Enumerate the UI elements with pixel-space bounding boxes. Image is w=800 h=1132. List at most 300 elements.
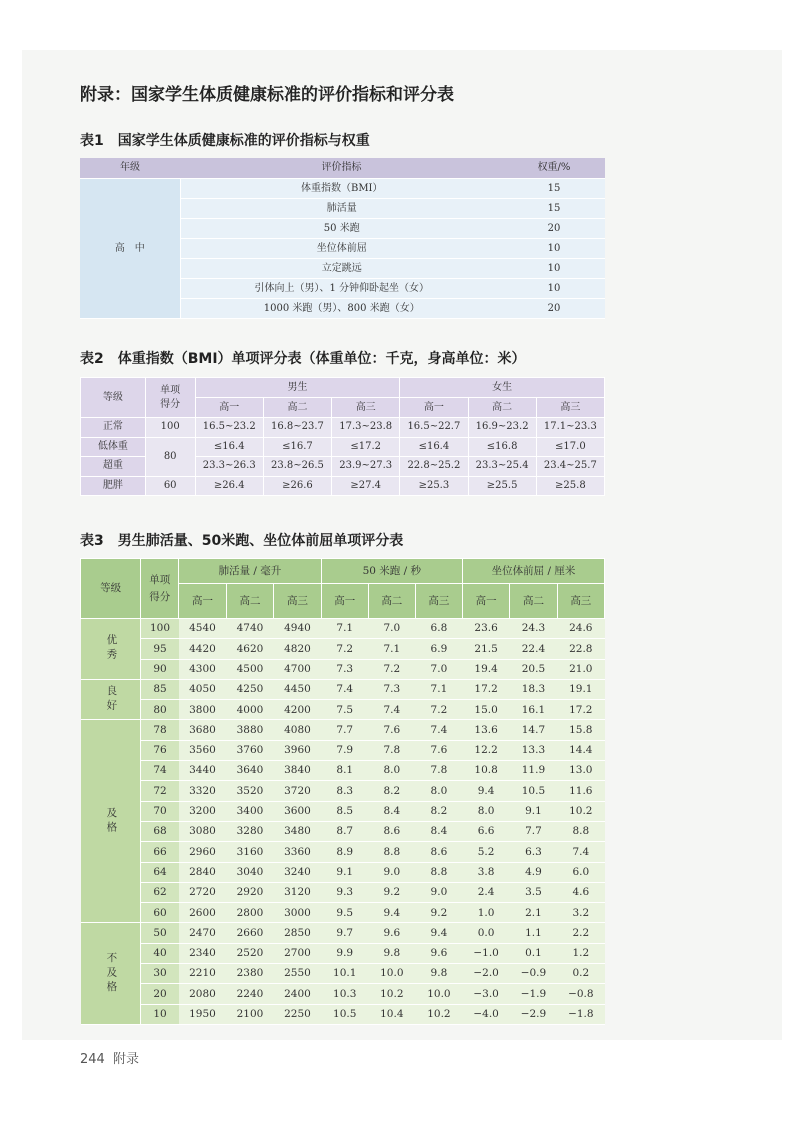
t3-row bbox=[81, 781, 605, 801]
t3-cell: 7.6 bbox=[368, 720, 415, 740]
t1-header-grade: 年级 bbox=[80, 158, 180, 179]
t3-score: 40 bbox=[141, 943, 179, 963]
t1-weight: 20 bbox=[503, 299, 605, 319]
t2-header-score: 单项得分 bbox=[145, 378, 195, 418]
t3-cell: 14.7 bbox=[510, 720, 557, 740]
t3-cell: 10.2 bbox=[557, 801, 604, 821]
t2-score: 60 bbox=[145, 476, 195, 496]
t1-weight: 10 bbox=[503, 279, 605, 299]
t1-header-indicator: 评价指标 bbox=[180, 158, 503, 179]
t3-cell: 17.2 bbox=[462, 679, 509, 699]
t3-cell: 4740 bbox=[226, 619, 274, 639]
t3-cell: 4620 bbox=[226, 639, 274, 659]
t3-cell: 24.6 bbox=[557, 619, 604, 639]
t3-score: 72 bbox=[141, 781, 179, 801]
t3-level-cell: 优秀 bbox=[81, 619, 141, 680]
t3-cell: 7.4 bbox=[415, 720, 462, 740]
t3-score: 95 bbox=[141, 639, 179, 659]
t2-cell: ≥25.8 bbox=[536, 476, 604, 496]
t3-cell: 3.2 bbox=[557, 903, 604, 923]
t3-score: 70 bbox=[141, 801, 179, 821]
t1-weight: 10 bbox=[503, 239, 605, 259]
t3-cell: 3960 bbox=[274, 740, 322, 760]
t3-cell: 3480 bbox=[274, 821, 322, 841]
t3-score: 85 bbox=[141, 679, 179, 699]
t3-cell: 7.0 bbox=[415, 659, 462, 679]
t3-cell: 3200 bbox=[179, 801, 227, 821]
t2-cell: ≤17.0 bbox=[536, 437, 604, 457]
t3-cell: 7.5 bbox=[321, 700, 368, 720]
t3-cell: 8.3 bbox=[321, 781, 368, 801]
t3-cell: 9.0 bbox=[368, 862, 415, 882]
t3-cell: 7.2 bbox=[415, 700, 462, 720]
t3-header-grade: 高一 bbox=[179, 584, 227, 619]
t3-cell: 9.0 bbox=[415, 882, 462, 902]
t1-weight: 10 bbox=[503, 259, 605, 279]
t1-weight: 20 bbox=[503, 219, 605, 239]
t3-cell: 1.0 bbox=[462, 903, 509, 923]
t3-cell: 9.2 bbox=[368, 882, 415, 902]
t3-cell: 4820 bbox=[274, 639, 322, 659]
t3-cell: 10.2 bbox=[368, 984, 415, 1004]
t3-cell: 9.6 bbox=[415, 943, 462, 963]
t3-cell: 9.9 bbox=[321, 943, 368, 963]
t3-cell: 8.4 bbox=[368, 801, 415, 821]
t2-cell: 16.5~23.2 bbox=[195, 418, 263, 438]
t3-cell: 2240 bbox=[226, 984, 274, 1004]
t1-grade-cell: 高 中 bbox=[80, 179, 180, 319]
t3-cell: 9.4 bbox=[368, 903, 415, 923]
t3-cell: 7.3 bbox=[368, 679, 415, 699]
t3-cell: 9.5 bbox=[321, 903, 368, 923]
t3-score: 62 bbox=[141, 882, 179, 902]
t2-score: 100 bbox=[145, 418, 195, 438]
t3-cell: 9.4 bbox=[462, 781, 509, 801]
t3-cell: 9.2 bbox=[415, 903, 462, 923]
t3-cell: 2.2 bbox=[557, 923, 604, 943]
t2-cell: ≤16.8 bbox=[468, 437, 536, 457]
t3-cell: 3.5 bbox=[510, 882, 557, 902]
t3-cell: 4300 bbox=[179, 659, 227, 679]
t2-cell: 16.9~23.2 bbox=[468, 418, 536, 438]
t3-header-score: 单项得分 bbox=[141, 559, 179, 619]
t3-cell: 3000 bbox=[274, 903, 322, 923]
t3-cell: 13.0 bbox=[557, 761, 604, 781]
t2-cell: ≥25.5 bbox=[468, 476, 536, 496]
table3-caption: 表3 男生肺活量、50米跑、坐位体前屈单项评分表 bbox=[80, 533, 404, 549]
t3-cell: 7.1 bbox=[321, 619, 368, 639]
table1 bbox=[80, 158, 605, 319]
t3-cell: −1.8 bbox=[557, 1004, 604, 1024]
t3-cell: 4.6 bbox=[557, 882, 604, 902]
t3-cell: 3160 bbox=[226, 842, 274, 862]
t3-cell: 10.1 bbox=[321, 964, 368, 984]
t3-cell: 7.7 bbox=[321, 720, 368, 740]
t3-cell: 7.7 bbox=[510, 821, 557, 841]
t3-level-cell: 不及格 bbox=[81, 923, 141, 1024]
t3-cell: 3360 bbox=[274, 842, 322, 862]
t3-score: 100 bbox=[141, 619, 179, 639]
t3-row bbox=[81, 801, 605, 821]
t3-cell: 10.8 bbox=[462, 761, 509, 781]
t3-cell: 8.0 bbox=[368, 761, 415, 781]
t3-cell: 9.7 bbox=[321, 923, 368, 943]
t3-row bbox=[81, 943, 605, 963]
t3-row bbox=[81, 842, 605, 862]
t3-score: 90 bbox=[141, 659, 179, 679]
t3-cell: 11.9 bbox=[510, 761, 557, 781]
t3-cell: 4540 bbox=[179, 619, 227, 639]
t3-cell: 8.4 bbox=[415, 821, 462, 841]
t2-score: 80 bbox=[145, 437, 195, 476]
t1-header-weight: 权重/% bbox=[503, 158, 605, 179]
t2-cell: ≤16.4 bbox=[195, 437, 263, 457]
t3-cell: 0.0 bbox=[462, 923, 509, 943]
t3-cell: 7.8 bbox=[368, 740, 415, 760]
t3-cell: 5.2 bbox=[462, 842, 509, 862]
t3-cell: 22.4 bbox=[510, 639, 557, 659]
t3-header-grade: 高三 bbox=[415, 584, 462, 619]
t3-score: 50 bbox=[141, 923, 179, 943]
t3-cell: 19.4 bbox=[462, 659, 509, 679]
t2-header-grade: 高二 bbox=[263, 398, 331, 418]
t3-cell: 10.2 bbox=[415, 1004, 462, 1024]
t3-row bbox=[81, 821, 605, 841]
t3-cell: 8.5 bbox=[321, 801, 368, 821]
page-footer bbox=[80, 1048, 139, 1067]
page-title: 附录：国家学生体质健康标准的评价指标和评分表 bbox=[80, 85, 454, 105]
t3-cell: 7.9 bbox=[321, 740, 368, 760]
t3-cell: 3800 bbox=[179, 700, 227, 720]
t2-cell: ≤16.4 bbox=[400, 437, 468, 457]
t3-cell: 4050 bbox=[179, 679, 227, 699]
t3-cell: 3880 bbox=[226, 720, 274, 740]
t3-cell: 4450 bbox=[274, 679, 322, 699]
t3-cell: 10.5 bbox=[321, 1004, 368, 1024]
t3-cell: 2400 bbox=[274, 984, 322, 1004]
t3-cell: 10.4 bbox=[368, 1004, 415, 1024]
t3-cell: 8.8 bbox=[415, 862, 462, 882]
t3-cell: 8.7 bbox=[321, 821, 368, 841]
t3-cell: 4500 bbox=[226, 659, 274, 679]
t2-cell: 23.8~26.5 bbox=[263, 457, 331, 477]
t3-score: 60 bbox=[141, 903, 179, 923]
t3-cell: 2550 bbox=[274, 964, 322, 984]
t3-cell: 3280 bbox=[226, 821, 274, 841]
t3-cell: 3760 bbox=[226, 740, 274, 760]
t3-header-grade: 高二 bbox=[368, 584, 415, 619]
t3-cell: 1.1 bbox=[510, 923, 557, 943]
t3-cell: 4080 bbox=[274, 720, 322, 740]
t3-cell: 4250 bbox=[226, 679, 274, 699]
t3-cell: 20.5 bbox=[510, 659, 557, 679]
t3-cell: 8.6 bbox=[368, 821, 415, 841]
t3-cell: 3080 bbox=[179, 821, 227, 841]
t3-row bbox=[81, 619, 605, 639]
t3-cell: 7.6 bbox=[415, 740, 462, 760]
t3-header-level: 等级 bbox=[81, 559, 141, 619]
t3-cell: 15.0 bbox=[462, 700, 509, 720]
t3-cell: 2850 bbox=[274, 923, 322, 943]
t3-score: 76 bbox=[141, 740, 179, 760]
t3-row bbox=[81, 740, 605, 760]
t2-cell: 17.1~23.3 bbox=[536, 418, 604, 438]
t3-header-grade: 高一 bbox=[321, 584, 368, 619]
t3-cell: 24.3 bbox=[510, 619, 557, 639]
t2-header-level: 等级 bbox=[81, 378, 146, 418]
t3-row bbox=[81, 700, 605, 720]
t2-cell: 17.3~23.8 bbox=[332, 418, 400, 438]
t3-cell: 3440 bbox=[179, 761, 227, 781]
t3-cell: 6.8 bbox=[415, 619, 462, 639]
footer-section: 附录 bbox=[112, 1052, 139, 1067]
t3-score: 78 bbox=[141, 720, 179, 740]
t3-header-grade: 高二 bbox=[510, 584, 557, 619]
t3-cell: 6.6 bbox=[462, 821, 509, 841]
t1-indicator: 立定跳远 bbox=[180, 259, 503, 279]
t2-cell: 22.8~25.2 bbox=[400, 457, 468, 477]
t3-cell: 1950 bbox=[179, 1004, 227, 1024]
t2-header-female: 女生 bbox=[400, 378, 605, 398]
t3-cell: 3400 bbox=[226, 801, 274, 821]
t3-cell: 1.2 bbox=[557, 943, 604, 963]
t3-cell: 2100 bbox=[226, 1004, 274, 1024]
t3-cell: −4.0 bbox=[462, 1004, 509, 1024]
t3-cell: 0.1 bbox=[510, 943, 557, 963]
t3-cell: 8.2 bbox=[368, 781, 415, 801]
t3-cell: 7.3 bbox=[321, 659, 368, 679]
t3-cell: 2.4 bbox=[462, 882, 509, 902]
t2-level: 超重 bbox=[81, 457, 146, 477]
t3-row bbox=[81, 720, 605, 740]
t3-cell: 3040 bbox=[226, 862, 274, 882]
t3-cell: 9.3 bbox=[321, 882, 368, 902]
t3-cell: −3.0 bbox=[462, 984, 509, 1004]
t3-cell: 17.2 bbox=[557, 700, 604, 720]
t3-cell: 11.6 bbox=[557, 781, 604, 801]
t1-indicator: 肺活量 bbox=[180, 199, 503, 219]
t2-cell: ≤16.7 bbox=[263, 437, 331, 457]
t2-cell: 23.4~25.7 bbox=[536, 457, 604, 477]
t3-cell: 7.0 bbox=[368, 619, 415, 639]
t3-cell: 7.1 bbox=[368, 639, 415, 659]
t2-cell: 16.8~23.7 bbox=[263, 418, 331, 438]
t2-cell: ≥26.6 bbox=[263, 476, 331, 496]
t3-cell: 6.0 bbox=[557, 862, 604, 882]
t3-cell: 21.0 bbox=[557, 659, 604, 679]
t3-cell: −2.0 bbox=[462, 964, 509, 984]
t3-header-group: 坐位体前屈 / 厘米 bbox=[462, 559, 604, 584]
t3-score: 10 bbox=[141, 1004, 179, 1024]
t2-header-male: 男生 bbox=[195, 378, 400, 398]
t3-cell: 8.0 bbox=[415, 781, 462, 801]
t3-cell: 8.8 bbox=[557, 821, 604, 841]
t3-cell: −2.9 bbox=[510, 1004, 557, 1024]
t3-cell: 7.4 bbox=[557, 842, 604, 862]
t3-cell: 3600 bbox=[274, 801, 322, 821]
t3-cell: 3.8 bbox=[462, 862, 509, 882]
t3-cell: 2720 bbox=[179, 882, 227, 902]
t2-cell: 23.3~25.4 bbox=[468, 457, 536, 477]
t3-row bbox=[81, 1004, 605, 1024]
t3-cell: 2800 bbox=[226, 903, 274, 923]
t3-cell: 7.2 bbox=[368, 659, 415, 679]
t2-header-grade: 高二 bbox=[468, 398, 536, 418]
t1-indicator: 引体向上（男）、1 分钟仰卧起坐（女） bbox=[180, 279, 503, 299]
t3-cell: −1.0 bbox=[462, 943, 509, 963]
t3-cell: 7.1 bbox=[415, 679, 462, 699]
t3-row bbox=[81, 679, 605, 699]
t3-score: 66 bbox=[141, 842, 179, 862]
t3-cell: 3120 bbox=[274, 882, 322, 902]
t3-cell: 10.5 bbox=[510, 781, 557, 801]
t3-cell: 7.4 bbox=[368, 700, 415, 720]
t3-cell: 4000 bbox=[226, 700, 274, 720]
t3-score: 20 bbox=[141, 984, 179, 1004]
t3-cell: 2700 bbox=[274, 943, 322, 963]
t3-header-grade: 高三 bbox=[557, 584, 604, 619]
t3-cell: 3560 bbox=[179, 740, 227, 760]
t3-cell: 2660 bbox=[226, 923, 274, 943]
t3-cell: 3240 bbox=[274, 862, 322, 882]
t1-weight: 15 bbox=[503, 199, 605, 219]
t3-cell: 2840 bbox=[179, 862, 227, 882]
t1-indicator: 坐位体前屈 bbox=[180, 239, 503, 259]
t2-cell: ≥25.3 bbox=[400, 476, 468, 496]
t3-cell: 6.3 bbox=[510, 842, 557, 862]
t3-cell: 19.1 bbox=[557, 679, 604, 699]
t3-cell: 16.1 bbox=[510, 700, 557, 720]
table3 bbox=[80, 558, 605, 1025]
t3-cell: 4.9 bbox=[510, 862, 557, 882]
t3-cell: 8.8 bbox=[368, 842, 415, 862]
t2-level: 低体重 bbox=[81, 437, 146, 457]
t3-level-cell: 良好 bbox=[81, 679, 141, 720]
t3-cell: 7.8 bbox=[415, 761, 462, 781]
t2-header-grade: 高三 bbox=[536, 398, 604, 418]
t3-cell: 8.6 bbox=[415, 842, 462, 862]
t2-cell: 23.9~27.3 bbox=[332, 457, 400, 477]
t3-cell: 15.8 bbox=[557, 720, 604, 740]
t1-indicator: 1000 米跑（男）、800 米跑（女） bbox=[180, 299, 503, 319]
t2-cell: ≤17.2 bbox=[332, 437, 400, 457]
t3-row bbox=[81, 984, 605, 1004]
t3-header-grade: 高一 bbox=[462, 584, 509, 619]
t3-cell: 2080 bbox=[179, 984, 227, 1004]
t3-header-group: 肺活量 / 毫升 bbox=[179, 559, 322, 584]
t3-cell: 4700 bbox=[274, 659, 322, 679]
t3-score: 80 bbox=[141, 700, 179, 720]
t3-row bbox=[81, 862, 605, 882]
t3-cell: −0.9 bbox=[510, 964, 557, 984]
t3-cell: 21.5 bbox=[462, 639, 509, 659]
t3-cell: 2380 bbox=[226, 964, 274, 984]
t3-cell: 4200 bbox=[274, 700, 322, 720]
t3-score: 64 bbox=[141, 862, 179, 882]
t3-cell: 12.2 bbox=[462, 740, 509, 760]
t3-cell: 2520 bbox=[226, 943, 274, 963]
t2-cell: ≥26.4 bbox=[195, 476, 263, 496]
table2-caption: 表2 体重指数（BMI）单项评分表（体重单位：千克，身高单位：米） bbox=[80, 351, 526, 367]
t3-cell: 6.9 bbox=[415, 639, 462, 659]
t3-row bbox=[81, 882, 605, 902]
t3-cell: −0.8 bbox=[557, 984, 604, 1004]
t2-cell: 16.5~22.7 bbox=[400, 418, 468, 438]
t3-cell: −1.9 bbox=[510, 984, 557, 1004]
t2-cell: 23.3~26.3 bbox=[195, 457, 263, 477]
t3-cell: 3840 bbox=[274, 761, 322, 781]
t2-cell: ≥27.4 bbox=[332, 476, 400, 496]
t1-indicator: 体重指数（BMI） bbox=[180, 179, 503, 199]
t3-cell: 9.1 bbox=[510, 801, 557, 821]
t1-weight: 15 bbox=[503, 179, 605, 199]
t3-cell: 3720 bbox=[274, 781, 322, 801]
t3-cell: 2210 bbox=[179, 964, 227, 984]
t3-cell: 4420 bbox=[179, 639, 227, 659]
t3-level-cell: 及格 bbox=[81, 720, 141, 923]
t3-cell: 0.2 bbox=[557, 964, 604, 984]
t3-cell: 7.4 bbox=[321, 679, 368, 699]
t3-header-grade: 高三 bbox=[274, 584, 322, 619]
t3-cell: 7.2 bbox=[321, 639, 368, 659]
t3-score: 68 bbox=[141, 821, 179, 841]
t3-cell: 8.1 bbox=[321, 761, 368, 781]
t2-header-grade: 高一 bbox=[400, 398, 468, 418]
t3-cell: 3640 bbox=[226, 761, 274, 781]
t3-cell: 23.6 bbox=[462, 619, 509, 639]
t2-level: 肥胖 bbox=[81, 476, 146, 496]
t2-header-grade: 高一 bbox=[195, 398, 263, 418]
t3-row bbox=[81, 659, 605, 679]
t3-row bbox=[81, 923, 605, 943]
t3-cell: 8.0 bbox=[462, 801, 509, 821]
page-number: 244 bbox=[80, 1052, 105, 1067]
t3-cell: 10.3 bbox=[321, 984, 368, 1004]
t3-cell: 10.0 bbox=[415, 984, 462, 1004]
t3-cell: 2.1 bbox=[510, 903, 557, 923]
t3-cell: 2250 bbox=[274, 1004, 322, 1024]
t3-row bbox=[81, 903, 605, 923]
t3-cell: 18.3 bbox=[510, 679, 557, 699]
t3-cell: 13.3 bbox=[510, 740, 557, 760]
t3-cell: 2470 bbox=[179, 923, 227, 943]
t3-cell: 3520 bbox=[226, 781, 274, 801]
t3-score: 30 bbox=[141, 964, 179, 984]
t3-cell: 9.8 bbox=[415, 964, 462, 984]
t3-cell: 9.1 bbox=[321, 862, 368, 882]
t3-cell: 3320 bbox=[179, 781, 227, 801]
t3-cell: 8.9 bbox=[321, 842, 368, 862]
t3-cell: 2600 bbox=[179, 903, 227, 923]
t3-cell: 2960 bbox=[179, 842, 227, 862]
t3-row bbox=[81, 761, 605, 781]
t3-row bbox=[81, 964, 605, 984]
t2-header-grade: 高三 bbox=[332, 398, 400, 418]
t3-cell: 13.6 bbox=[462, 720, 509, 740]
t3-row bbox=[81, 639, 605, 659]
t3-cell: 8.2 bbox=[415, 801, 462, 821]
t3-score: 74 bbox=[141, 761, 179, 781]
t3-cell: 9.8 bbox=[368, 943, 415, 963]
t3-cell: 2920 bbox=[226, 882, 274, 902]
t3-header-group: 50 米跑 / 秒 bbox=[321, 559, 462, 584]
t3-cell: 3680 bbox=[179, 720, 227, 740]
table1-caption: 表1 国家学生体质健康标准的评价指标与权重 bbox=[80, 133, 370, 149]
t3-cell: 9.6 bbox=[368, 923, 415, 943]
t2-level: 正常 bbox=[81, 418, 146, 438]
t3-cell: 22.8 bbox=[557, 639, 604, 659]
t3-header-grade: 高二 bbox=[226, 584, 274, 619]
